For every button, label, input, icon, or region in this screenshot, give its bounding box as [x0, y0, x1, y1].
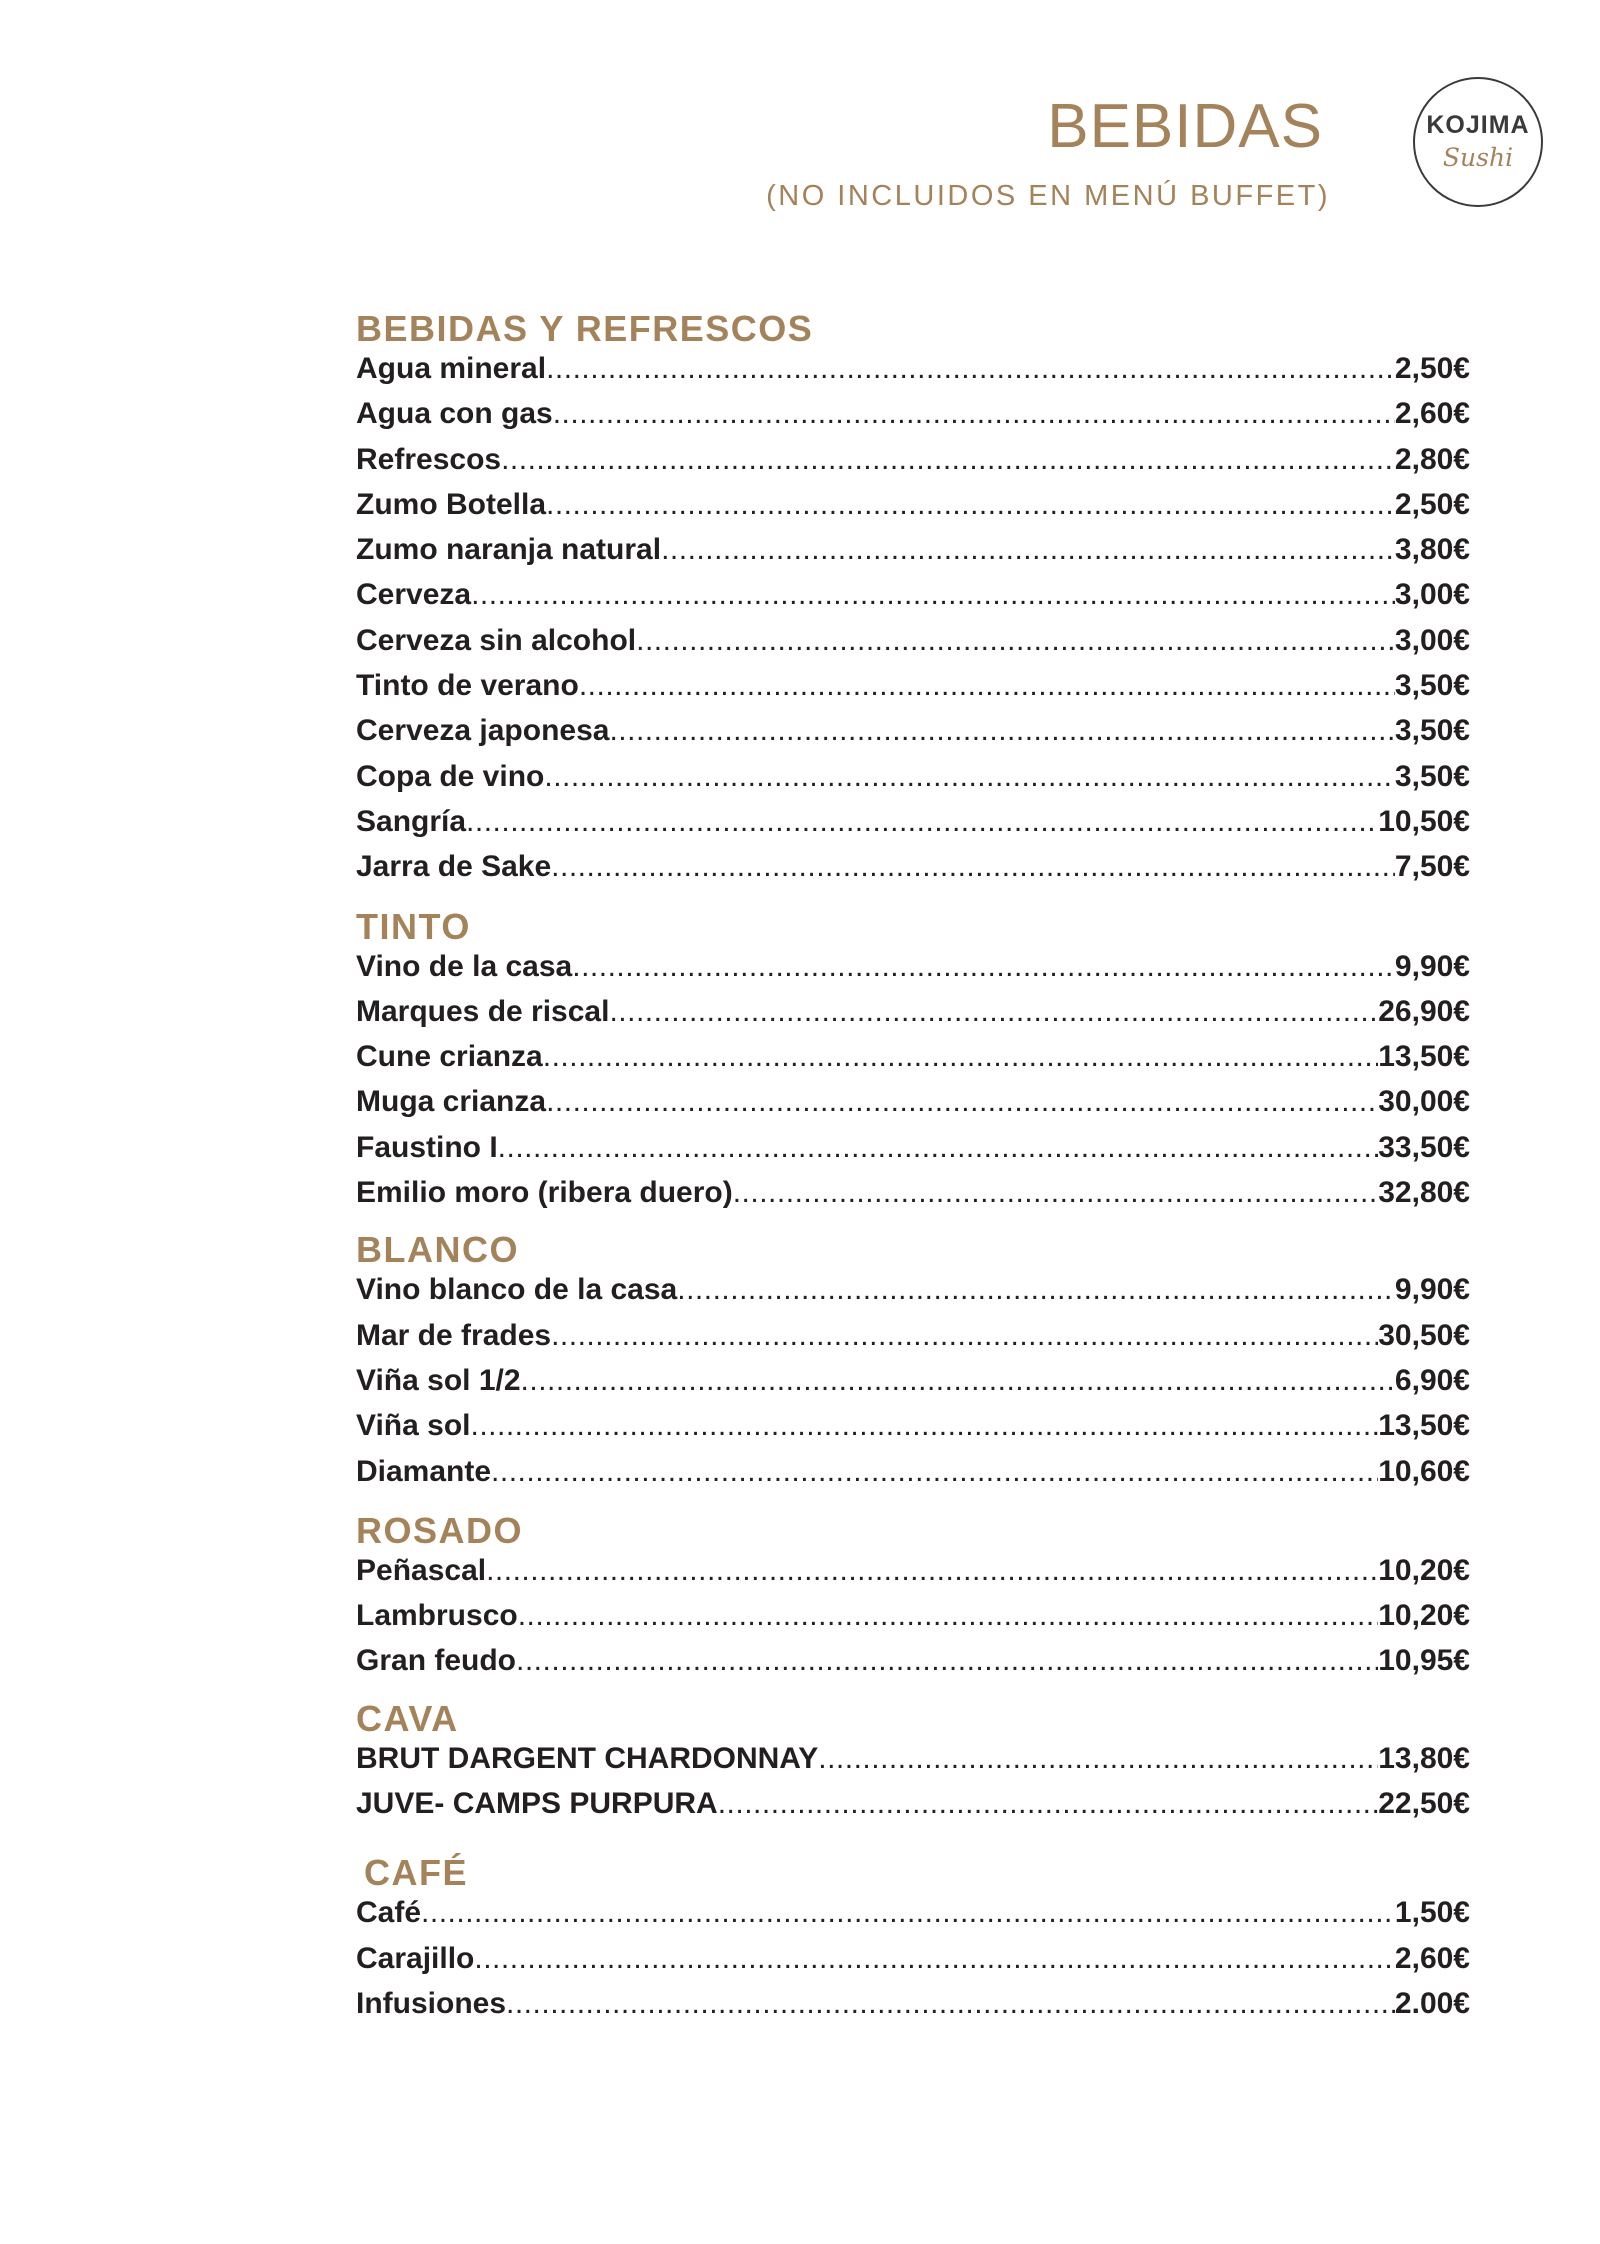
- item-price: 10,50€: [1378, 804, 1470, 838]
- section-title: CAFÉ: [364, 1852, 468, 1894]
- item-price: 10,95€: [1378, 1644, 1470, 1678]
- section-cafe: [356, 1850, 1470, 2032]
- item-name: Marques de riscal: [356, 994, 610, 1028]
- menu-item: [356, 578, 1470, 623]
- item-price: 13,80€: [1378, 1741, 1470, 1775]
- dot-leader: [609, 714, 1394, 748]
- item-name: Cerveza: [356, 578, 472, 612]
- item-price: 3,50€: [1394, 669, 1470, 703]
- section-title: BLANCO: [356, 1229, 519, 1271]
- menu-item: [356, 1409, 1470, 1454]
- section-title: TINTO: [356, 905, 471, 947]
- section-rosado: [356, 1508, 1470, 1690]
- item-price: 13,50€: [1378, 1040, 1470, 1074]
- menu-item: [356, 1896, 1470, 1941]
- menu-item: [356, 397, 1470, 442]
- menu-item: [356, 760, 1470, 805]
- section-title: CAVA: [356, 1697, 459, 1739]
- menu-item: [356, 1273, 1470, 1318]
- item-price: 10,20€: [1378, 1599, 1470, 1633]
- menu-item: [356, 1942, 1470, 1987]
- item-price: 2,60€: [1394, 1941, 1470, 1975]
- dot-leader: [733, 1176, 1379, 1210]
- item-name: Gran feudo: [356, 1644, 517, 1678]
- item-price: 3,00€: [1394, 578, 1470, 612]
- item-name: Faustino I: [356, 1130, 498, 1164]
- section-title: ROSADO: [356, 1509, 524, 1551]
- item-name: Diamante: [356, 1454, 492, 1488]
- dot-leader: [486, 1554, 1378, 1588]
- item-price: 22,50€: [1378, 1787, 1470, 1821]
- section-blanco: [356, 1227, 1470, 1499]
- section-bebidas-y-refrescos: [356, 306, 1470, 896]
- item-name: Peñascal: [356, 1553, 487, 1587]
- dot-leader: [521, 1364, 1395, 1398]
- menu-item: [356, 1742, 1470, 1787]
- menu-item: [356, 714, 1470, 759]
- item-price: 3,00€: [1394, 623, 1470, 657]
- item-price: 9,90€: [1394, 1273, 1470, 1307]
- item-name: JUVE- CAMPS PURPURA: [356, 1787, 718, 1821]
- item-price: 26,90€: [1378, 994, 1470, 1028]
- item-name: Zumo naranja natural: [356, 533, 662, 567]
- item-name: Muga crianza: [356, 1085, 547, 1119]
- menu-item: [356, 850, 1470, 895]
- item-name: Infusiones: [356, 1986, 507, 2020]
- item-name: Tinto de verano: [356, 669, 579, 703]
- dot-leader: [551, 1319, 1378, 1353]
- item-name: Emilio moro (ribera duero): [356, 1176, 733, 1210]
- item-price: 3,50€: [1394, 714, 1470, 748]
- dot-leader: [546, 488, 1395, 522]
- kojima-sushi-logo: [1413, 77, 1543, 207]
- dot-leader: [572, 950, 1395, 984]
- dot-leader: [466, 805, 1378, 839]
- item-name: Agua mineral: [356, 352, 547, 385]
- item-name: Viña sol: [356, 1409, 471, 1443]
- item-price: 2,50€: [1394, 487, 1470, 521]
- item-price: 3,50€: [1394, 759, 1470, 793]
- menu-item: [356, 1319, 1470, 1364]
- dot-leader: [506, 1987, 1395, 2021]
- menu-item: [356, 995, 1470, 1040]
- section-cava: [356, 1696, 1470, 1833]
- dot-leader: [421, 1896, 1395, 1930]
- menu-item: [356, 1040, 1470, 1085]
- item-price: 7,50€: [1394, 850, 1470, 884]
- drinks-menu: [356, 306, 1470, 2032]
- dot-leader: [677, 1273, 1395, 1307]
- dot-leader: [544, 760, 1395, 794]
- item-price: 10,60€: [1378, 1454, 1470, 1488]
- item-price: 2,50€: [1394, 352, 1470, 385]
- item-name: Sangría: [356, 804, 467, 838]
- menu-item: [356, 1644, 1470, 1689]
- item-name: Vino blanco de la casa: [356, 1273, 678, 1307]
- item-name: Zumo Botella: [356, 487, 547, 521]
- dot-leader: [516, 1644, 1378, 1678]
- menu-item: [356, 1364, 1470, 1409]
- item-name: Refrescos: [356, 442, 502, 476]
- dot-leader: [546, 352, 1395, 386]
- dot-leader: [551, 850, 1395, 884]
- item-price: 33,50€: [1378, 1130, 1470, 1164]
- menu-item: [356, 1599, 1470, 1644]
- dot-leader: [501, 443, 1395, 477]
- dot-leader: [546, 1085, 1378, 1119]
- item-name: Carajillo: [356, 1941, 475, 1975]
- item-name: Mar de frades: [356, 1318, 552, 1352]
- menu-item: [356, 1987, 1470, 2032]
- menu-item: [356, 950, 1470, 995]
- item-name: BRUT DARGENT CHARDONNAY: [356, 1741, 819, 1775]
- menu-item: [356, 805, 1470, 850]
- page-subtitle: (NO INCLUIDOS EN MENÚ BUFFET): [766, 180, 1330, 212]
- menu-item: [356, 1455, 1470, 1500]
- dot-leader: [553, 397, 1395, 431]
- dot-leader: [579, 669, 1395, 703]
- dot-leader: [718, 1787, 1379, 1821]
- dot-leader: [661, 533, 1395, 567]
- item-name: Cune crianza: [356, 1040, 543, 1074]
- menu-item: [356, 352, 1470, 397]
- menu-item: [356, 1787, 1470, 1832]
- logo-bottom-text: Sushi: [1442, 143, 1514, 172]
- item-price: 30,50€: [1378, 1318, 1470, 1352]
- dot-leader: [609, 995, 1378, 1029]
- item-name: Copa de vino: [356, 759, 545, 793]
- menu-item: [356, 1176, 1470, 1221]
- dot-leader: [543, 1040, 1379, 1074]
- menu-item: [356, 443, 1470, 488]
- dot-leader: [474, 1942, 1395, 1976]
- dot-leader: [636, 624, 1395, 658]
- item-price: 6,90€: [1394, 1363, 1470, 1397]
- dot-leader: [818, 1742, 1378, 1776]
- item-price: 10,20€: [1378, 1553, 1470, 1587]
- dot-leader: [491, 1455, 1378, 1489]
- dot-leader: [518, 1599, 1379, 1633]
- item-price: 30,00€: [1378, 1085, 1470, 1119]
- dot-leader: [471, 1409, 1379, 1443]
- menu-item: [356, 533, 1470, 578]
- menu-item: [356, 488, 1470, 533]
- item-price: 32,80€: [1378, 1176, 1470, 1210]
- item-price: 2,60€: [1394, 397, 1470, 431]
- section-title: BEBIDAS Y REFRESCOS: [356, 308, 814, 349]
- dot-leader: [498, 1131, 1379, 1165]
- item-name: Café: [356, 1896, 422, 1930]
- item-name: Viña sol 1/2: [356, 1363, 521, 1397]
- dot-leader: [471, 578, 1395, 612]
- item-price: 13,50€: [1378, 1409, 1470, 1443]
- item-name: Jarra de Sake: [356, 850, 552, 884]
- item-name: Agua con gas: [356, 397, 553, 431]
- item-name: Vino de la casa: [356, 949, 573, 983]
- page-title: BEBIDAS: [1047, 92, 1323, 161]
- menu-item: [356, 669, 1470, 714]
- section-tinto: [356, 904, 1470, 1222]
- logo-top-text: KOJIMA: [1426, 111, 1530, 139]
- item-price: 1,50€: [1394, 1896, 1470, 1930]
- item-name: Lambrusco: [356, 1599, 518, 1633]
- item-price: 2.00€: [1394, 1986, 1470, 2020]
- item-price: 3,80€: [1394, 533, 1470, 567]
- menu-item: [356, 1554, 1470, 1599]
- menu-item: [356, 624, 1470, 669]
- menu-item: [356, 1131, 1470, 1176]
- item-price: 9,90€: [1394, 949, 1470, 983]
- menu-item: [356, 1085, 1470, 1130]
- item-name: Cerveza sin alcohol: [356, 623, 637, 657]
- item-name: Cerveza japonesa: [356, 714, 610, 748]
- item-price: 2,80€: [1394, 442, 1470, 476]
